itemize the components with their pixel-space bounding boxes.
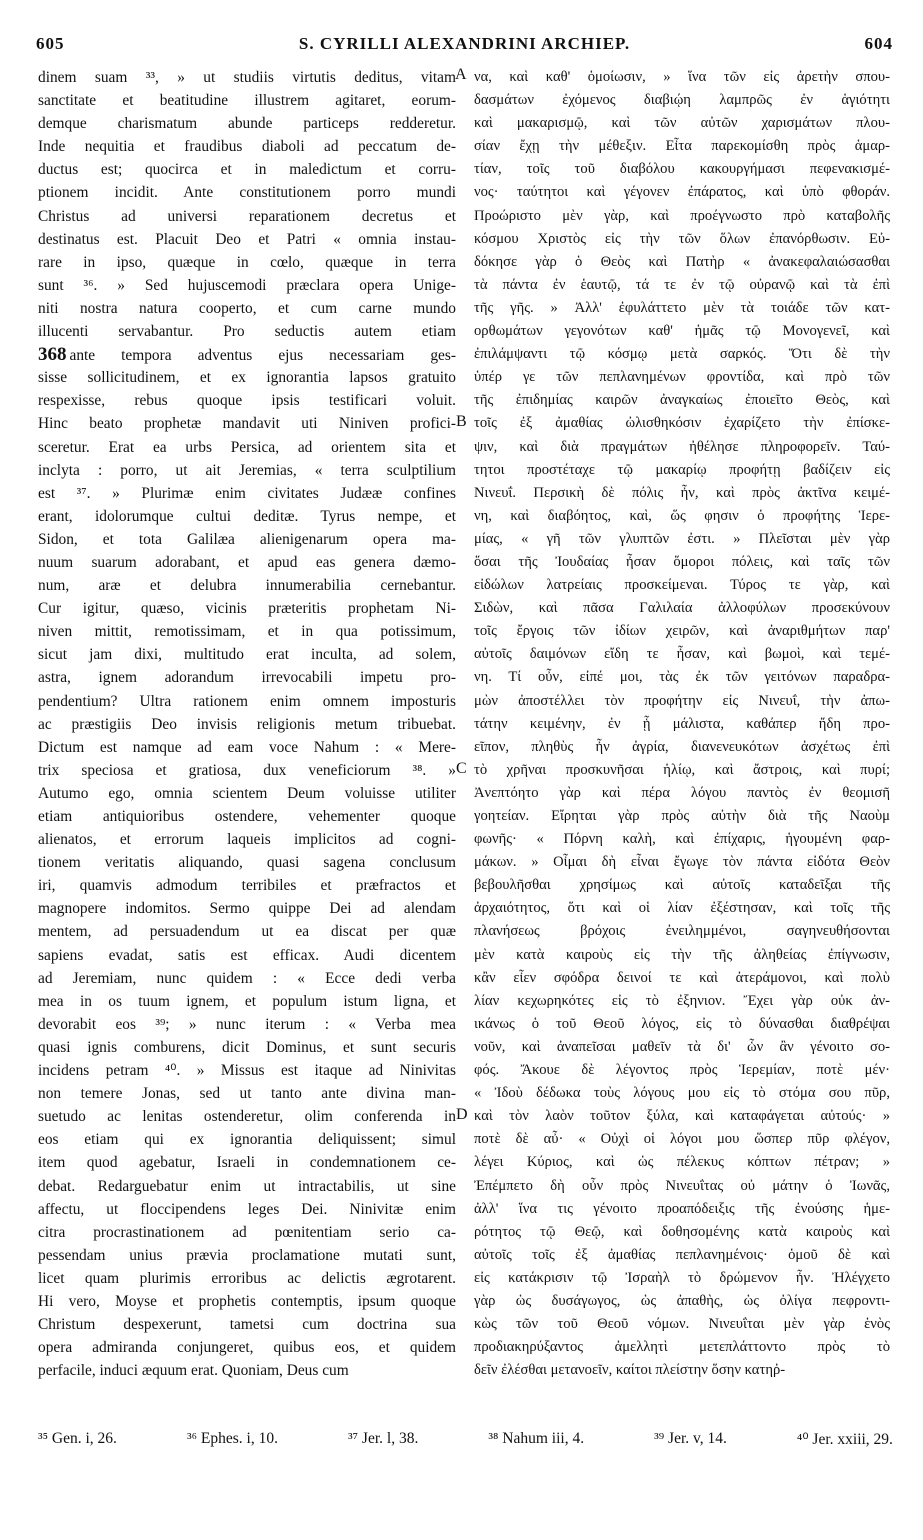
greek-line: δεῖν ἐλέσθαι μετανοεῖν, καίτοι πλείστην ὅσην κατηῤ- bbox=[474, 1362, 786, 1379]
greek-line: φωνῆς· « Πόρνη καλὴ, καὶ ἐπίχαρις, ἡγουμένη φαρ- bbox=[474, 831, 890, 848]
greek-line: ρότητος τῷ Θεῷ, καὶ δοθησομένης κατὰ καιροὺς καὶ bbox=[474, 1223, 890, 1240]
latin-line: pendentium? Ultra rationem enim omnem imposturis bbox=[38, 692, 456, 710]
latin-line: respexisse, rebus quoque ipsis testificari voluit. bbox=[38, 392, 456, 410]
latin-line: nuum suarum adorabant, et apud eas genera dæmo- bbox=[38, 553, 456, 571]
latin-line: magnopere indomitos. Sermo quippe Dei ad alendam bbox=[38, 900, 456, 918]
margin-marker-d: D bbox=[456, 1106, 468, 1123]
footnote: ³⁸ Nahum iii, 4. bbox=[488, 1430, 585, 1447]
greek-line: ορθωμάτων γεγονότων καθ' ἡμᾶς τῷ Μονογενεῖ, καὶ bbox=[474, 323, 890, 340]
greek-line: λέγει Κύριος, καὶ ὡς πέλεκυς κόπτων πέτραν; » bbox=[474, 1154, 890, 1171]
greek-line: Σιδὼν, καὶ πᾶσα Γαλιλαία ἀλλοφύλων προσεκύνουν bbox=[474, 600, 890, 617]
greek-line: ὑπέρ γε τῶν πεπλανημένων φροντίδα, καὶ πρὸ τῶν bbox=[474, 369, 890, 386]
latin-line: opera admiranda conjungeret, quibus eos, et quidem bbox=[38, 1339, 456, 1357]
left-page-number: 605 bbox=[36, 34, 65, 53]
running-header bbox=[36, 34, 893, 64]
latin-line: niven mittit, remotissimam, et in qua potissimum, bbox=[38, 623, 456, 641]
running-title: S. CYRILLI ALEXANDRINI ARCHIEP. bbox=[298, 34, 631, 53]
latin-line: mentem, ad persuadendum ut ea discat per quæ bbox=[38, 923, 456, 941]
greek-line: Ἐπέμπετο δὴ οὖν πρὸς Νινευΐτας οὐ μάτην ὁ Ἰωνᾶς, bbox=[474, 1177, 890, 1194]
latin-line: sunt ³⁶. » Sed hujuscemodi præclara opera Unige- bbox=[38, 276, 456, 294]
greek-line: Ἀνεπτόητο γὰρ καὶ πέρα λόγου παντὸς ἐν θεομισῆ bbox=[474, 784, 890, 801]
latin-line: destinatus est. Placuit Deo et Patri « omnia instau- bbox=[38, 230, 456, 248]
latin-column bbox=[38, 66, 456, 1382]
latin-line: Inde nequitia et fraudibus diaboli ad peccatum de- bbox=[38, 138, 456, 156]
greek-line: τοῖς ἔργοις τῶν ἰδίων χειρῶν, καὶ ἀναριθμήτων παρ' bbox=[474, 623, 890, 640]
footnote: ⁴⁰ Jer. xxiii, 29. bbox=[796, 1431, 893, 1448]
greek-line: κὼς τῶν τοῦ Θεοῦ νόμων. Νινευΐται μὲν γὰρ ἑνὸς bbox=[474, 1316, 890, 1333]
latin-line: ad Jeremiam, nunc quidem : « Ecce dedi verba bbox=[38, 969, 456, 987]
greek-line: φός. Ἄκουε δὲ λέγοντος πρὸς Ἱερεμίαν, ποτὲ μέν· bbox=[474, 1062, 890, 1079]
greek-line: τάτην κειμένην, ἐν ᾗ μάλιστα, καθάπερ ἤδη προ- bbox=[474, 715, 890, 732]
greek-line: ικάνως ὁ τοῦ Θεοῦ λόγος, εἰς τὸ δύνασθαι διαθρέψαι bbox=[474, 1015, 890, 1032]
latin-line: debat. Redarguebatur enim ut intractabilis, ut sine bbox=[38, 1177, 456, 1195]
greek-line: μὼν ἀποστέλλει τὸν προφήτην εἰς Νινευΐ, τὴν ἀπω- bbox=[474, 692, 890, 709]
greek-line: μίας, « γῆ τῶν γλυπτῶν ἐστι. » Πλεῖσται μὲν γὰρ bbox=[474, 530, 890, 547]
footnote: ³⁷ Jer. l, 38. bbox=[348, 1430, 419, 1447]
greek-line: « Ἰδοὺ δέδωκα τοὺς λόγους μου εἰς τὸ στόμα σου πῦρ, bbox=[474, 1085, 890, 1102]
latin-line: trix speciosa et gratiosa, dux veneficiorum ³⁸. » bbox=[38, 761, 456, 779]
latin-line: affectu, ut floccipendens leges Dei. Ninivitæ enim bbox=[38, 1200, 456, 1218]
greek-line: μάκων. » Οἶμαι δὴ εἶναι ἔγωγε τὸν πάντα εἰδότα Θεὸν bbox=[474, 854, 890, 871]
latin-line: Autumo ego, omnia scientem Deum voluisse utiliter bbox=[38, 784, 456, 802]
latin-line: tionem veritatis aliquando, quasi sagena conclusum bbox=[38, 854, 456, 872]
greek-line: δασμάτων ἐχόμενος διαβιῴη λαμπρῶς ἐν ἁγιότητι bbox=[474, 92, 890, 109]
greek-line: κόσμου Χριστὸς εἰς τὴν τῶν ὅλων ἐπανόρθωσιν. Εὐ- bbox=[474, 230, 890, 247]
column-marker-number: 368 bbox=[38, 344, 67, 366]
latin-line: erant, idolorumque cultui deditæ. Tyrus nempe, et bbox=[38, 507, 456, 525]
greek-line: λίαν κεχωρηκότες εἰς τὸ ἐξηνιον. Ἔχει γὰρ οὐκ ἀν- bbox=[474, 992, 890, 1009]
greek-line: βεβουλῆσθαι χρησίμως καὶ αὐτοῖς καταδεῖξαι τῆς bbox=[474, 877, 890, 894]
latin-line: etiam antiquioribus ostendere, vehementer quoque bbox=[38, 808, 456, 825]
latin-line: Hinc beato prophetæ mandavit uti Niniven profici- bbox=[38, 415, 456, 433]
right-page-number: 604 bbox=[864, 34, 893, 53]
greek-line: Νινευΐ. Περσικὴ δὲ πόλις ἦν, καὶ πρὸς ἀκτῖνα κειμέ- bbox=[474, 484, 890, 501]
latin-line: pessendam unius prævia proclamatione mutati sunt, bbox=[38, 1246, 456, 1264]
greek-line: τῆς ἐπιδημίας καιρῶν ἀναγκαίως ἐποιεῖτο Θεὸς, καὶ bbox=[474, 392, 890, 409]
footnote: ³⁶ Ephes. i, 10. bbox=[186, 1430, 278, 1447]
greek-line: πλανήσεως βρόχοις ἐνειλημμένοι, σαγηνευθήσονται bbox=[474, 923, 890, 940]
latin-line: iri, quamvis admodum terribiles et præfractos et bbox=[38, 877, 456, 895]
latin-line: mea in os tuum ignem, et populum istum ligna, et bbox=[38, 992, 456, 1010]
latin-line: num, aræ et delubra innumerabilia cernebantur. bbox=[38, 577, 456, 595]
greek-line: καὶ τὸν λαὸν τοῦτον ξύλα, καὶ καταφάγεται αὐτούς· » bbox=[474, 1108, 890, 1125]
greek-line: καὶ μακαρισμῷ, καὶ τῶν αὐτῶν χαρισμάτων πλου- bbox=[474, 115, 890, 132]
greek-line: τὰ πάντα ἐν ἑαυτῷ, τά τε ἐν τῷ οὐρανῷ καὶ τὰ ἐπὶ bbox=[474, 276, 890, 293]
latin-line: citra procrastinationem ad pœnitentiam serio ca- bbox=[38, 1223, 456, 1241]
greek-line: ποτὲ δὲ αὖ· « Οὐχὶ οἱ λόγοι μου ὥσπερ πῦρ φλέγον, bbox=[474, 1131, 890, 1148]
latin-line: suetudo ac lenitas ostenderetur, olim conferenda in bbox=[38, 1108, 456, 1126]
margin-marker-a: A bbox=[455, 66, 467, 83]
latin-line: licet quam plurimis erroribus ac delictis ægrotarent. bbox=[38, 1269, 456, 1287]
greek-line: νη. Τί οὖν, εἰπέ μοι, τὰς ἐκ τῶν γειτόνων παραδρα- bbox=[474, 669, 890, 686]
greek-line: εἰδώλων λατρείαις προσκείμεναι. Τύρος τε γὰρ, καὶ bbox=[474, 577, 890, 594]
latin-line: Christum despexerunt, tametsi cum doctrina sua bbox=[38, 1316, 456, 1334]
greek-line: ἀλλ' ἵνα τις γένοιτο προαπόδειξις τῆς ἐνούσης ἡμε- bbox=[474, 1200, 890, 1217]
latin-line: sceretur. Erat ea urbs Persica, ad orientem sita et bbox=[38, 438, 456, 456]
greek-line: Προώριστο μὲν γὰρ, καὶ προέγνωστο πρὸ καταβολῆς bbox=[474, 207, 890, 224]
greek-line: τοῖς ἐξ ἀμαθίας ὠλισθηκόσιν ἐχαρίζετο τὴν ἐπίσκε- bbox=[474, 415, 890, 432]
latin-line: rare in ipso, quæque in cœlo, quæque in terra bbox=[38, 253, 456, 271]
latin-line: est ³⁷. » Plurimæ enim civitates Judææ confines bbox=[38, 484, 456, 502]
greek-line: γὰρ ὡς δυσάγωγος, ὡς ἀπαθὴς, ὡς ὀλίγα πεφροντι- bbox=[474, 1292, 890, 1309]
latin-line: sisse sollicitudinem, et ex ignorantia lapsos gratuito bbox=[38, 369, 456, 387]
latin-line: ductus est; quocirca et in maledictum et corru- bbox=[38, 161, 456, 179]
greek-line: εἰς κατάκρισιν τῷ Ἰσραὴλ τὸ δρώμενον ἦν. Ἠλέγχετο bbox=[474, 1269, 890, 1286]
greek-line: ὅσαι τῆς Ἰουδαίας ἦσαν ὅμοροι πόλεις, καὶ ταῖς τῶν bbox=[474, 553, 890, 570]
greek-line: να, καὶ καθ' ὁμοίωσιν, » ἵνα τῶν εἰς ἀρετὴν σπου- bbox=[474, 69, 890, 85]
latin-line: quasi ignis comburens, dicit Dominus, et sunt securis bbox=[38, 1038, 456, 1056]
greek-line: τῆς γῆς. » Ἀλλ' ἐφυλάττετο μὲν τὰ τοιάδε τῶν κατ- bbox=[474, 299, 890, 316]
latin-line: incidens petram ⁴⁰. » Missus est itaque ad Ninivitas bbox=[38, 1062, 456, 1080]
latin-line: devorabit eos ³⁹; » nunc iterum : « Verba mea bbox=[38, 1015, 456, 1033]
greek-line: αὐτοῖς δαιμόνων εἴδη τε ἦσαν, καὶ βωμοὶ, καὶ τεμέ- bbox=[474, 646, 890, 663]
greek-line: κἂν εἶεν σφόδρα δεινοί τε καὶ ἀτεράμονοι, καὶ πολὺ bbox=[474, 969, 890, 986]
latin-line: item quod agebatur, Israeli in condemnationem ce- bbox=[38, 1154, 456, 1172]
latin-line: Dictum est namque ad eam voce Nahum : « Mere- bbox=[38, 738, 456, 756]
greek-line: νοῦν, καὶ ἀναπεῖσαι μαθεῖν τὰ δι' ὧν ἂν γένοιτο σο- bbox=[474, 1038, 890, 1055]
latin-line: Sidon, et tota Galilæa alienigenarum opera ma- bbox=[38, 530, 456, 548]
greek-line: τητοι προστέταχε τῷ μακαρίῳ προφήτῃ βαδίζειν εἰς bbox=[474, 461, 890, 478]
latin-line bbox=[38, 343, 456, 366]
latin-line: eos etiam qui ex ignorantia deliquissent; simul bbox=[38, 1131, 456, 1149]
margin-marker-c: C bbox=[456, 760, 467, 777]
latin-line: astra, ignem adorandum irrevocabili impetu pro- bbox=[38, 669, 456, 687]
greek-line: προδιακηρύξαντος ἀμελλητὶ μετεπλάττοντο πρὸς τὸ bbox=[474, 1339, 890, 1356]
latin-line: ac præstigiis Deo invisis religionis metum tribuebat. bbox=[38, 715, 456, 733]
latin-line: Christus ad universi reparationem decretus et bbox=[38, 207, 456, 225]
greek-line: αὐτοῖς τοῖς ἐξ ἀμαθίας πεπλανημένοις· ὁμοῦ δὲ καὶ bbox=[474, 1246, 890, 1263]
latin-line: ptionem incidit. Ante constitutionem porro mundi bbox=[38, 184, 456, 202]
margin-marker-b: B bbox=[456, 413, 467, 430]
latin-line: inclyta : porro, ut ait Jeremias, « terra sculptilium bbox=[38, 461, 456, 479]
greek-line: τίαν, τοῖς τοῦ διαβόλου κακουργήμασι πεφενακισμέ- bbox=[474, 161, 890, 178]
greek-line: ψιν, καὶ διὰ πραγμάτων ἠθέλησε πληροφορεῖν. Ταύ- bbox=[474, 438, 890, 455]
footnotes bbox=[38, 1430, 893, 1449]
greek-line: τὸ χρῆναι προσκυνῆσαι ἡλίῳ, καὶ ἄστροις, καὶ πυρί; bbox=[474, 761, 890, 778]
footnote: ³⁹ Jer. v, 14. bbox=[654, 1430, 727, 1447]
latin-line: demque charismatum abunde particeps redderetur. bbox=[38, 115, 456, 133]
greek-line: ἀρχαιότητος, ὅτι καὶ οἱ λίαν ἐξέστησαν, καὶ τοῖς τῆς bbox=[474, 900, 890, 917]
greek-line: νος· ταύτητοι καὶ γέγονεν ἐπάρατος, καὶ ὑπὸ φθοράν. bbox=[474, 184, 890, 201]
greek-line: εῖπον, πληθὺς ἦν ἀγρία, διανενευκότων ἀσχέτως ἐπὶ bbox=[474, 738, 890, 755]
footnote: ³⁵ Gen. i, 26. bbox=[38, 1430, 117, 1447]
latin-line: sapiens evadat, satis est efficax. Audi dicentem bbox=[38, 946, 456, 964]
latin-line-text: ante tempora adventus ejus necessariam ges- bbox=[69, 347, 456, 365]
latin-line: Cur igitur, quæso, vicinis præteritis prophetam Ni- bbox=[38, 600, 456, 618]
greek-line: μὲν κατὰ καιροὺς εἰς τὴν τῆς ἀληθείας ἐπίγνωσιν, bbox=[474, 946, 890, 963]
latin-line: niti nostra natura cooperto, et cum carne mundo bbox=[38, 299, 456, 317]
latin-line: dinem suam ³³, » ut studiis virtutis deditus, vitam bbox=[38, 69, 456, 86]
greek-line: γοητείαν. Εἴρηται γὰρ πρὸς αὐτὴν διὰ τῆς Ναοὺμ bbox=[474, 808, 890, 824]
latin-line: alienatos, et errorum laqueis implicitos ad cogni- bbox=[38, 831, 456, 849]
latin-line: illucenti servabantur. Pro seductis autem etiam bbox=[38, 323, 456, 341]
latin-line: sanctitate et beatitudine illustrem agitaret, eorum- bbox=[38, 92, 456, 110]
latin-line: Hi vero, Moyse et prophetis contemptis, ipsum quoque bbox=[38, 1292, 456, 1310]
greek-line: δόκησε γὰρ ὁ Θεὸς καὶ Πατὴρ « ἀνακεφαλαιώσασθαι bbox=[474, 253, 890, 270]
latin-line: sicut jam dixi, multitudo erat inculta, ad solem, bbox=[38, 646, 456, 664]
greek-line: νη, καὶ διαβόητος, καὶ, ὥς φησιν ὁ προφήτης Ἱερε- bbox=[474, 507, 890, 524]
latin-line: non temere Jonas, sed ut tanto ante divina man- bbox=[38, 1085, 456, 1103]
latin-line: perfacile, induci æquum erat. Quoniam, Deus cum bbox=[38, 1362, 349, 1380]
greek-column bbox=[474, 66, 890, 1382]
greek-line: σίαν ἔχῃ τὴν μέθεξιν. Εἶτα παρεκομίσθη πρὸς ἁμαρ- bbox=[474, 138, 890, 155]
greek-line: ἐπιλάμψαντι τῷ κόσμῳ μετὰ σαρκός. Ὅτι δὲ τὴν bbox=[474, 346, 890, 363]
